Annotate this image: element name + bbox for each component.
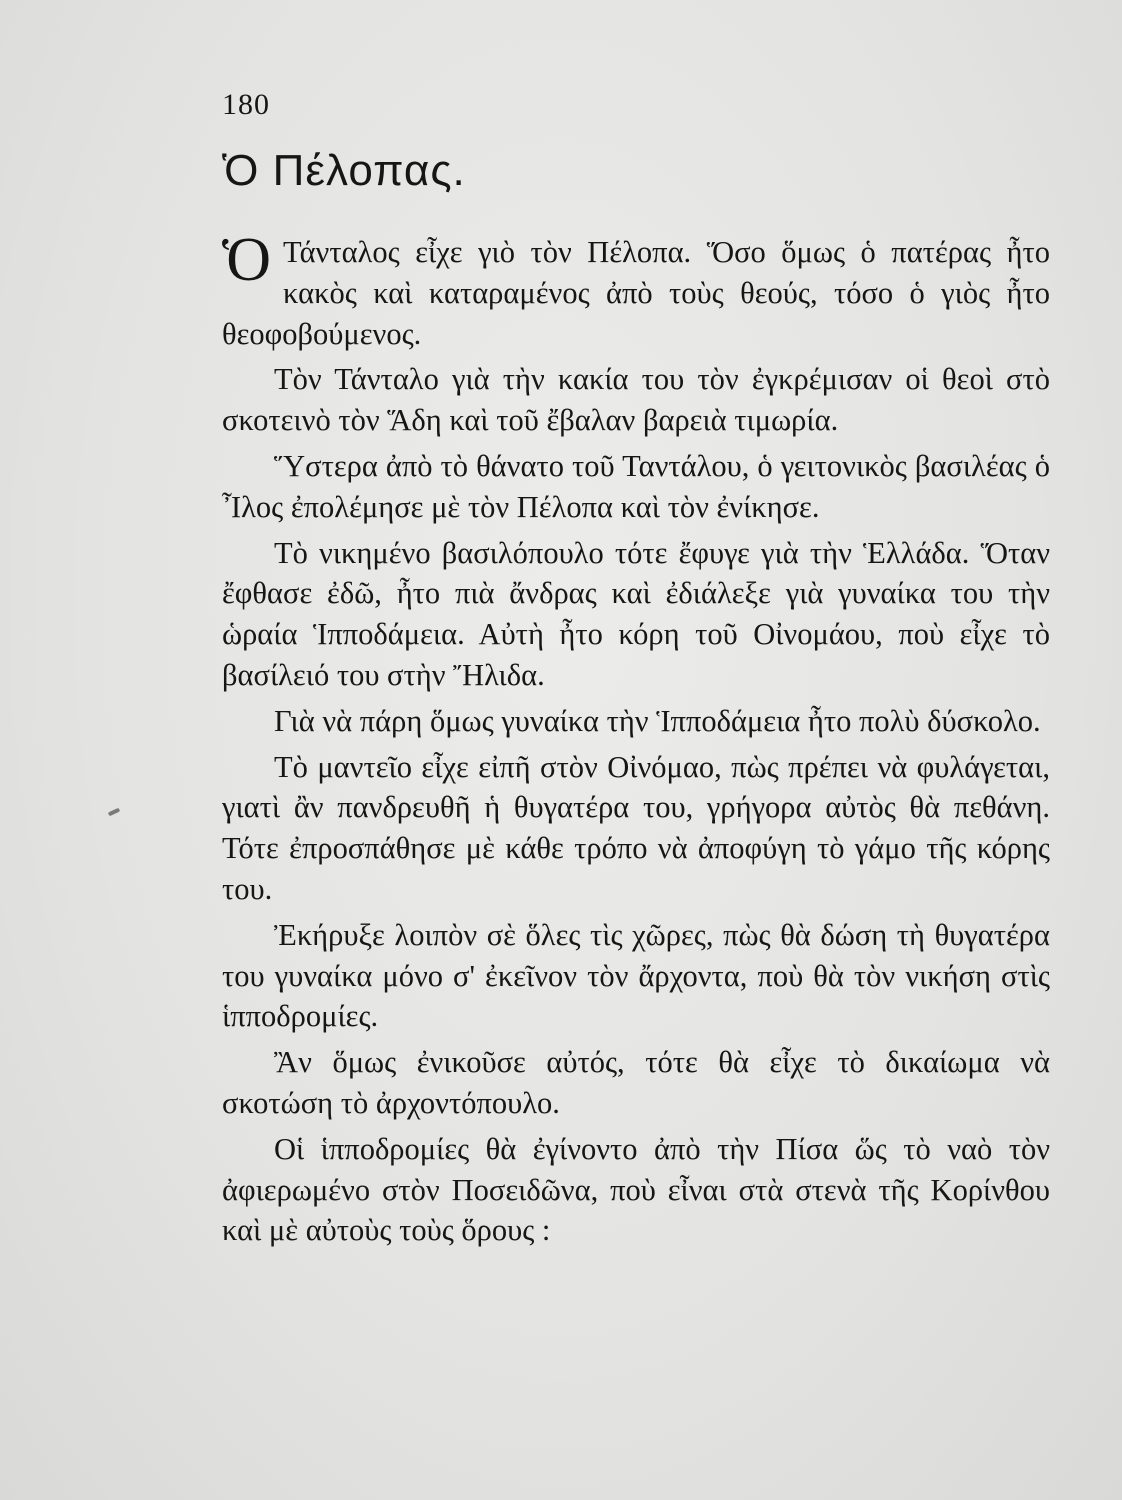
- paragraph: Ἐκήρυξε λοιπὸν σὲ ὅλες τὶς χῶρες, πὼς θὰ δώση τὴ θυγατέρα του γυναίκα μόνο σ' ἐκεῖνον τὸν ἄρχοντα, ποὺ θὰ τὸν νικήση στὶς ἱπποδρομίες.: [222, 917, 1050, 1034]
- ink-smudge: [108, 808, 121, 817]
- paragraph: Τὸν Τάνταλο γιὰ τὴν κακία του τὸν ἐγκρέμισαν οἱ θεοὶ στὸ σκοτεινὸ τὸν Ἅδη καὶ τοῦ ἔβαλαν βαρειὰ τιμωρία.: [222, 362, 1050, 438]
- body-text: [222, 226, 1050, 1256]
- paragraph: Τὸ νικημένο βασιλόπουλο τότε ἔφυγε γιὰ τὴν Ἑλλάδα. Ὅταν ἔφθασε ἐδῶ, ἦτο πιὰ ἄνδρας καὶ ἐδιάλεξε γιὰ γυναίκα του τὴν ὡραία Ἱπποδάμεια. Αὐτὴ ἦτο κόρη τοῦ Οἰνομάου, ποὺ εἶχε τὸ βασίλειό του στὴν Ἤλιδα.: [222, 535, 1050, 692]
- paragraph: [222, 226, 1050, 354]
- page-number: 180: [222, 88, 270, 121]
- paragraph: Ὕστερα ἀπὸ τὸ θάνατο τοῦ Ταντάλου, ὁ γειτονικὸς βασιλέας ὁ Ἶλος ἐπολέμησε μὲ τὸν Πέλοπα καὶ τὸν ἐνίκησε.: [222, 448, 1050, 524]
- paragraph-text: Τάνταλος εἶχε γιὸ τὸν Πέλοπα. Ὅσο ὅμως ὁ πατέρας ἦτο κακὸς καὶ καταραμένος ἀπὸ τοὺς θεούς, τόσο ὁ γιὸς ἦτο θεοφοβούμενος.: [222, 235, 1050, 351]
- chapter-title: Ὁ Πέλοπας.: [222, 146, 466, 195]
- paragraph: Ἂν ὅμως ἐνικοῦσε αὐτός, τότε θὰ εἶχε τὸ δικαίωμα νὰ σκοτώση τὸ ἀρχοντόπουλο.: [222, 1045, 1050, 1120]
- paragraph: Γιὰ νὰ πάρη ὅμως γυναίκα τὴν Ἱπποδάμεια ἦτο πολὺ δύσκολο.: [274, 703, 1041, 738]
- drop-cap: Ὁ: [222, 226, 272, 294]
- paragraph: Τὸ μαντεῖο εἶχε εἰπῆ στὸν Οἰνόμαο, πὼς πρέπει νὰ φυλάγεται, γιατὶ ἂν πανδρευθῆ ἡ θυγατέρα του, γρήγορα αὐτὸς θὰ πεθάνη. Τότε ἐπροσπάθησε μὲ κάθε τρόπο νὰ ἀποφύγη τὸ γάμο τῆς κόρης του.: [222, 749, 1050, 906]
- paragraph: Οἱ ἱπποδρομίες θὰ ἐγίνοντο ἀπὸ τὴν Πίσα ὥς τὸ ναὸ τὸν ἀφιερωμένο στὸν Ποσειδῶνα, ποὺ εἶναι στὰ στενὰ τῆς Κορίνθου καὶ μὲ αὐτοὺς τοὺς ὅρους :: [222, 1131, 1050, 1248]
